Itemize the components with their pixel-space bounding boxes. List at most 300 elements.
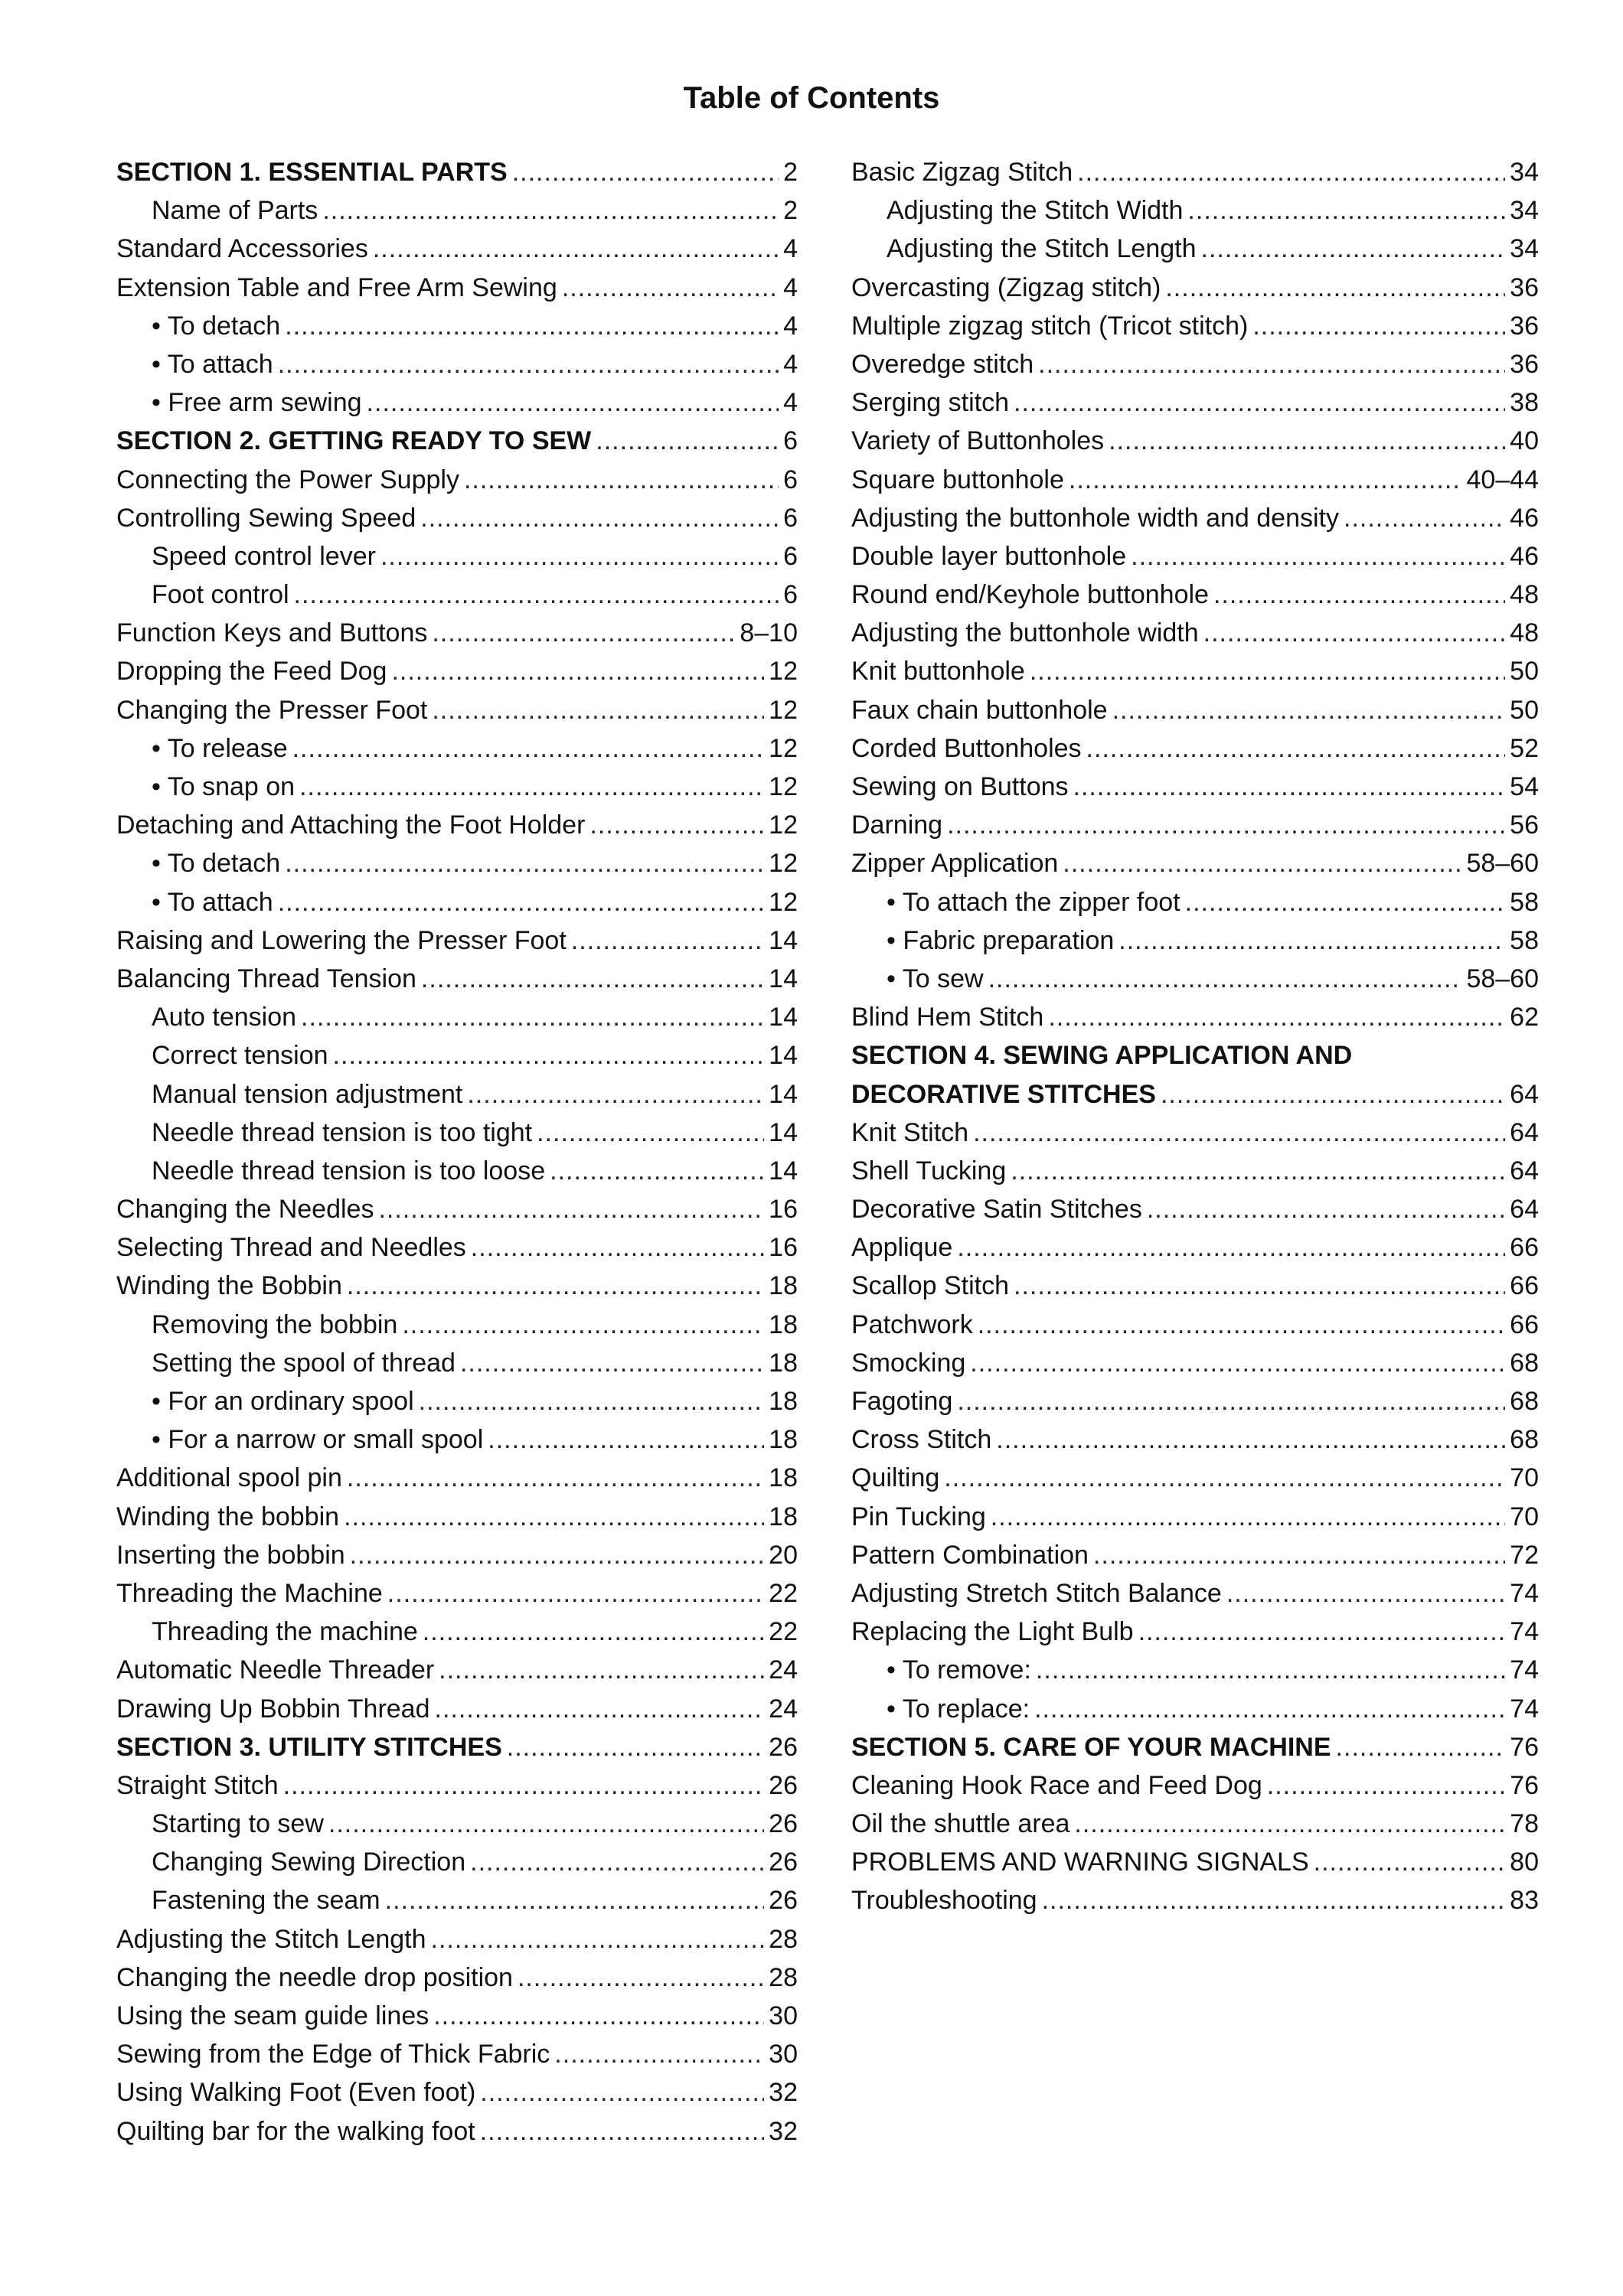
toc-entry	[116, 1498, 798, 1536]
dot-leader	[460, 1344, 764, 1382]
toc-entry-page: 70	[1510, 1463, 1539, 1493]
toc-entry-label: Using the seam guide lines	[116, 2001, 429, 2030]
toc-entry-label: Adjusting Stretch Stitch Balance	[851, 1578, 1222, 1608]
dot-leader	[432, 614, 735, 652]
toc-entry-label: Inserting the bobbin	[116, 1540, 345, 1570]
toc-entry-page: 4	[783, 349, 798, 379]
toc-entry-label: Faux chain buttonhole	[851, 695, 1108, 725]
toc-entry-label: Adjusting the buttonhole width	[851, 618, 1199, 648]
toc-entry-page: 74	[1510, 1617, 1539, 1647]
toc-entry-label: SECTION 5. CARE OF YOUR MACHINE	[851, 1732, 1331, 1762]
toc-entry-label: Winding the bobbin	[116, 1502, 340, 1531]
toc-entry-label: Pattern Combination	[851, 1540, 1089, 1570]
dot-leader	[1048, 998, 1505, 1036]
dot-leader	[1030, 652, 1505, 690]
toc-entry-page: 74	[1510, 1655, 1539, 1685]
toc-entry-page: 34	[1510, 234, 1539, 264]
toc-entry-page: 36	[1510, 311, 1539, 341]
toc-entry-label: • To release	[152, 733, 288, 763]
toc-entry	[116, 1420, 798, 1459]
toc-entry	[851, 230, 1539, 268]
dot-leader	[433, 1997, 764, 2035]
toc-entry	[116, 1613, 798, 1651]
toc-entry-label: Cross Stitch	[851, 1425, 992, 1455]
toc-entry	[851, 614, 1539, 652]
toc-entry	[116, 806, 798, 844]
dot-leader	[512, 153, 779, 191]
dot-leader	[285, 844, 764, 882]
toc-entry-label: Oil the shuttle area	[851, 1809, 1070, 1839]
toc-entry-page: 6	[783, 541, 798, 571]
toc-entry	[851, 806, 1539, 844]
toc-entry	[851, 307, 1539, 345]
toc-entry	[116, 1574, 798, 1613]
toc-entry	[116, 1920, 798, 1958]
toc-entry	[116, 1843, 798, 1881]
toc-entry-label: Additional spool pin	[116, 1463, 342, 1493]
toc-entry	[851, 269, 1539, 307]
toc-entry	[851, 1766, 1539, 1805]
dot-leader	[1086, 729, 1506, 768]
dot-leader	[488, 1420, 764, 1459]
toc-entry-label: Standard Accessories	[116, 234, 368, 264]
toc-entry-page: 74	[1510, 1694, 1539, 1724]
toc-entry-label: Multiple zigzag stitch (Tricot stitch)	[851, 311, 1249, 341]
dot-leader	[431, 1920, 765, 1958]
toc-entry	[851, 1036, 1539, 1075]
toc-entry-page: 58	[1510, 887, 1539, 917]
toc-entry-label: Knit Stitch	[851, 1117, 969, 1147]
toc-entry	[116, 1997, 798, 2035]
toc-entry	[116, 1881, 798, 1919]
dot-leader	[439, 1651, 764, 1689]
toc-entry-page: 40	[1510, 426, 1539, 456]
toc-entry	[116, 1190, 798, 1228]
toc-entry	[851, 1574, 1539, 1613]
toc-entry	[116, 921, 798, 960]
toc-entry-label: Selecting Thread and Needles	[116, 1233, 466, 1263]
dot-leader	[1034, 1690, 1505, 1728]
toc-entry-label: Dropping the Feed Dog	[116, 657, 387, 687]
toc-entry-label: Basic Zigzag Stitch	[851, 158, 1073, 187]
toc-entry	[851, 691, 1539, 729]
toc-entry	[116, 345, 798, 383]
toc-entry-page: 38	[1510, 388, 1539, 418]
toc-entry-page: 72	[1510, 1540, 1539, 1570]
toc-entry-label: Double layer buttonhole	[851, 541, 1127, 571]
toc-entry-page: 12	[769, 695, 798, 725]
toc-entry	[116, 1036, 798, 1075]
dot-leader	[1118, 921, 1505, 960]
toc-entry-page: 36	[1510, 349, 1539, 379]
dot-leader	[1077, 153, 1505, 191]
toc-entry-label: Corded Buttonholes	[851, 733, 1082, 763]
dot-leader	[1201, 230, 1506, 268]
toc-entry	[116, 614, 798, 652]
toc-entry-page: 83	[1510, 1886, 1539, 1916]
toc-entry-page: 14	[769, 1003, 798, 1032]
toc-entry-page: 14	[769, 925, 798, 955]
toc-entry-label: Round end/Keyhole buttonhole	[851, 580, 1209, 610]
toc-entry	[851, 1690, 1539, 1728]
dot-leader	[347, 1267, 764, 1305]
toc-entry-page: 58	[1510, 925, 1539, 955]
toc-entry	[116, 1382, 798, 1420]
toc-entry-page: 80	[1510, 1848, 1539, 1877]
toc-entry	[116, 652, 798, 690]
toc-entry-label: Automatic Needle Threader	[116, 1655, 435, 1685]
dot-leader	[1069, 461, 1462, 499]
toc-entry-page: 54	[1510, 772, 1539, 801]
toc-entry-page: 26	[769, 1809, 798, 1839]
toc-entry	[851, 883, 1539, 921]
toc-entry-label: Quilting bar for the walking foot	[116, 2116, 475, 2146]
toc-entry-page: 4	[783, 388, 798, 418]
dot-leader	[957, 1382, 1505, 1420]
toc-entry-label: Troubleshooting	[851, 1886, 1037, 1916]
toc-entry	[116, 576, 798, 614]
toc-entry-page: 12	[769, 810, 798, 840]
toc-entry	[851, 1881, 1539, 1919]
toc-entry-page: 66	[1510, 1271, 1539, 1301]
toc-entry-page: 32	[769, 2116, 798, 2146]
page-title: Table of Contents	[683, 81, 940, 115]
toc-entry-page: 22	[769, 1578, 798, 1608]
toc-entry-label: Variety of Buttonholes	[851, 426, 1105, 456]
dot-leader	[1161, 1075, 1505, 1114]
dot-leader	[1226, 1574, 1505, 1613]
dot-leader	[562, 269, 779, 307]
dot-leader	[973, 1114, 1505, 1152]
toc-entry	[116, 461, 798, 499]
toc-entry-page: 4	[783, 234, 798, 264]
toc-entry	[116, 768, 798, 806]
dot-leader	[1314, 1843, 1506, 1881]
dot-leader	[988, 960, 1462, 998]
toc-entry-label: Speed control lever	[152, 541, 376, 571]
dot-leader	[347, 1459, 764, 1497]
toc-entry-label: Pin Tucking	[851, 1502, 986, 1531]
toc-entry-page: 58–60	[1466, 964, 1539, 993]
toc-entry-page: 68	[1510, 1425, 1539, 1455]
toc-entry-label: • Fabric preparation	[887, 925, 1115, 955]
toc-entry-label: Shell Tucking	[851, 1156, 1007, 1186]
dot-leader	[507, 1728, 764, 1766]
toc-entry-label: Threading the machine	[152, 1617, 418, 1647]
dot-leader	[554, 2035, 764, 2073]
toc-entry-label: Controlling Sewing Speed	[116, 503, 416, 533]
dot-leader	[1131, 537, 1505, 576]
toc-entry	[851, 1382, 1539, 1420]
toc-entry-label: Connecting the Power Supply	[116, 465, 459, 494]
toc-entry-label: SECTION 3. UTILITY STITCHES	[116, 1732, 502, 1762]
toc-entry-page: 28	[769, 1924, 798, 1954]
toc-entry-page: 4	[783, 272, 798, 302]
dot-leader	[423, 1613, 764, 1651]
toc-entry-page: 18	[769, 1463, 798, 1493]
toc-entry-page: 4	[783, 311, 798, 341]
toc-entry-label: • To snap on	[152, 772, 296, 801]
toc-entry-page: 20	[769, 1540, 798, 1570]
toc-entry-label: • To replace:	[887, 1694, 1030, 1724]
toc-entry-label: Manual tension adjustment	[152, 1079, 463, 1109]
toc-entry-label: SECTION 4. SEWING APPLICATION AND	[851, 1041, 1353, 1071]
toc-entry-label: Winding the Bobbin	[116, 1271, 342, 1301]
toc-entry	[116, 1306, 798, 1344]
dot-leader	[278, 345, 779, 383]
toc-entry-label: Auto tension	[152, 1003, 297, 1032]
toc-entry	[851, 1190, 1539, 1228]
dot-leader	[292, 729, 765, 768]
dot-leader	[1213, 576, 1505, 614]
toc-entry-page: 46	[1510, 503, 1539, 533]
toc-entry-label: Changing the Needles	[116, 1195, 374, 1225]
dot-leader	[378, 1190, 764, 1228]
dot-leader	[283, 1766, 765, 1805]
dot-leader	[537, 1114, 764, 1152]
toc-entry-label: Adjusting the Stitch Width	[887, 196, 1184, 226]
toc-entry-page: 64	[1510, 1156, 1539, 1186]
toc-entry	[851, 1306, 1539, 1344]
dot-leader	[1109, 422, 1505, 460]
dot-leader	[350, 1536, 765, 1574]
toc-entry-label: Detaching and Attaching the Foot Holder	[116, 810, 586, 840]
toc-entry	[851, 499, 1539, 537]
dot-leader	[1073, 768, 1506, 806]
toc-entry-page: 36	[1510, 272, 1539, 302]
toc-entry	[116, 691, 798, 729]
toc-entry	[116, 537, 798, 576]
toc-entry	[116, 230, 798, 268]
dot-leader	[1014, 1267, 1505, 1305]
dot-leader	[419, 1382, 765, 1420]
toc-entry-label: • To remove:	[887, 1655, 1031, 1685]
toc-entry	[851, 461, 1539, 499]
dot-leader	[480, 2073, 764, 2112]
dot-leader	[1011, 1152, 1505, 1190]
toc-entry-label: Balancing Thread Tension	[116, 964, 416, 993]
dot-leader	[402, 1306, 764, 1344]
dot-leader	[947, 806, 1505, 844]
toc-entry-label: Using Walking Foot (Even foot)	[116, 2078, 476, 2108]
toc-entry	[851, 191, 1539, 230]
toc-entry-page: 66	[1510, 1233, 1539, 1263]
toc-entry	[851, 1651, 1539, 1689]
toc-entry-label: • To attach	[152, 887, 273, 917]
toc-entry	[851, 537, 1539, 576]
toc-entry-page: 28	[769, 1962, 798, 1992]
dot-leader	[957, 1228, 1505, 1267]
dot-leader	[391, 652, 764, 690]
toc-entry-page: 32	[769, 2078, 798, 2108]
toc-entry-label: Serging stitch	[851, 388, 1009, 418]
toc-entry	[116, 2073, 798, 2112]
toc-entry-page: 16	[769, 1195, 798, 1225]
dot-leader	[1203, 614, 1506, 652]
dot-leader	[480, 2112, 764, 2151]
dot-leader	[1063, 844, 1461, 882]
dot-leader	[470, 1843, 764, 1881]
toc-entry-label: • Free arm sewing	[152, 388, 362, 418]
toc-entry	[116, 1958, 798, 1997]
toc-entry-page: 14	[769, 1156, 798, 1186]
toc-entry	[116, 191, 798, 230]
toc-right-column	[851, 153, 1539, 1920]
dot-leader	[435, 1690, 765, 1728]
toc-entry-label: Darning	[851, 810, 943, 840]
toc-entry	[116, 1459, 798, 1497]
toc-entry-label: Function Keys and Buttons	[116, 618, 428, 648]
toc-entry	[851, 1459, 1539, 1497]
dot-leader	[1336, 1728, 1506, 1766]
toc-entry-page: 48	[1510, 580, 1539, 610]
toc-entry-label: Fastening the seam	[152, 1886, 380, 1916]
toc-entry-page: 16	[769, 1233, 798, 1263]
toc-entry-label: • To detach	[152, 311, 281, 341]
dot-leader	[387, 1574, 764, 1613]
toc-entry-page: 74	[1510, 1578, 1539, 1608]
toc-entry-label: Cleaning Hook Race and Feed Dog	[851, 1770, 1262, 1800]
dot-leader	[1038, 345, 1505, 383]
dot-leader	[978, 1306, 1505, 1344]
toc-entry-page: 18	[769, 1309, 798, 1339]
toc-entry-label: Adjusting the buttonhole width and density	[851, 503, 1340, 533]
toc-entry-page: 12	[769, 849, 798, 879]
toc-entry-page: 12	[769, 887, 798, 917]
toc-entry-page: 14	[769, 1117, 798, 1147]
toc-entry	[851, 768, 1539, 806]
toc-entry-page: 6	[783, 503, 798, 533]
toc-entry-page: 68	[1510, 1387, 1539, 1416]
toc-entry	[116, 153, 798, 191]
dot-leader	[328, 1805, 764, 1843]
toc-entry-page: 30	[769, 2001, 798, 2030]
toc-entry-label: Square buttonhole	[851, 465, 1064, 494]
toc-entry-label: Sewing on Buttons	[851, 772, 1069, 801]
toc-entry	[851, 1805, 1539, 1843]
toc-entry-label: • To detach	[152, 849, 281, 879]
toc-entry-label: • To attach the zipper foot	[887, 887, 1181, 917]
toc-entry-page: 46	[1510, 541, 1539, 571]
toc-entry	[851, 1843, 1539, 1881]
toc-entry-label: Name of Parts	[152, 196, 318, 226]
toc-entry	[851, 1075, 1539, 1114]
toc-entry-page: 18	[769, 1425, 798, 1455]
toc-entry-label: • For an ordinary spool	[152, 1387, 414, 1416]
toc-entry-page: 26	[769, 1886, 798, 1916]
toc-entry	[116, 1651, 798, 1689]
dot-leader	[467, 1075, 764, 1114]
toc-entry-label: SECTION 2. GETTING READY TO SEW	[116, 426, 592, 456]
dot-leader	[1036, 1651, 1505, 1689]
dot-leader	[991, 1498, 1505, 1536]
toc-entry-page: 68	[1510, 1348, 1539, 1378]
toc-entry-page: 64	[1510, 1117, 1539, 1147]
toc-entry	[116, 269, 798, 307]
toc-entry-page: 6	[783, 426, 798, 456]
dot-leader	[373, 230, 779, 268]
toc-entry-label: Decorative Satin Stitches	[851, 1195, 1142, 1225]
toc-entry	[851, 1613, 1539, 1651]
toc-entry-label: Sewing from the Edge of Thick Fabric	[116, 2040, 550, 2069]
toc-entry-page: 58–60	[1466, 849, 1539, 879]
toc-entry	[851, 652, 1539, 690]
toc-entry	[851, 1267, 1539, 1305]
toc-entry-page: 24	[769, 1694, 798, 1724]
dot-leader	[299, 768, 764, 806]
toc-entry-page: 64	[1510, 1195, 1539, 1225]
toc-entry-page: 26	[769, 1848, 798, 1877]
toc-entry-page: 18	[769, 1348, 798, 1378]
toc-entry-label: Applique	[851, 1233, 953, 1263]
toc-entry-page: 26	[769, 1732, 798, 1762]
toc-entry	[116, 844, 798, 882]
toc-entry-page: 18	[769, 1387, 798, 1416]
dot-leader	[285, 307, 779, 345]
dot-leader	[1074, 1805, 1505, 1843]
toc-entry-label: Drawing Up Bobbin Thread	[116, 1694, 430, 1724]
toc-entry-page: 40–44	[1466, 465, 1539, 494]
toc-entry	[851, 1728, 1539, 1766]
toc-entry-label: Adjusting the Stitch Length	[116, 1924, 426, 1954]
dot-leader	[420, 499, 779, 537]
toc-entry	[116, 960, 798, 998]
toc-entry-label: PROBLEMS AND WARNING SIGNALS	[851, 1848, 1309, 1877]
toc-entry-label: Scallop Stitch	[851, 1271, 1009, 1301]
toc-entry	[116, 998, 798, 1036]
toc-entry	[851, 345, 1539, 383]
dot-leader	[996, 1420, 1505, 1459]
toc-entry	[116, 1075, 798, 1114]
toc-entry-page: 18	[769, 1502, 798, 1531]
toc-entry	[851, 729, 1539, 768]
toc-entry	[116, 729, 798, 768]
toc-entry-page: 2	[783, 158, 798, 187]
toc-entry-page: 14	[769, 1079, 798, 1109]
toc-entry	[851, 1498, 1539, 1536]
dot-leader	[471, 1228, 764, 1267]
toc-entry-label: • To attach	[152, 349, 273, 379]
toc-entry	[116, 422, 798, 460]
dot-leader	[944, 1459, 1505, 1497]
toc-entry-page: 6	[783, 580, 798, 610]
toc-entry-page: 18	[769, 1271, 798, 1301]
dot-leader	[571, 921, 764, 960]
toc-entry	[851, 844, 1539, 882]
toc-entry-page: 12	[769, 772, 798, 801]
toc-entry-page: 14	[769, 964, 798, 993]
toc-entry-page: 52	[1510, 733, 1539, 763]
toc-entry-page: 76	[1510, 1770, 1539, 1800]
dot-leader	[421, 960, 764, 998]
dot-leader	[589, 806, 764, 844]
toc-entry-label: Raising and Lowering the Presser Foot	[116, 925, 567, 955]
dot-leader	[367, 383, 779, 422]
toc-entry-page: 50	[1510, 657, 1539, 687]
toc-entry	[116, 1344, 798, 1382]
toc-entry	[851, 422, 1539, 460]
toc-entry	[851, 153, 1539, 191]
toc-entry-label: Setting the spool of thread	[152, 1348, 456, 1378]
toc-entry-page: 50	[1510, 695, 1539, 725]
toc-entry-label: Patchwork	[851, 1309, 973, 1339]
toc-entry-label: Overcasting (Zigzag stitch)	[851, 272, 1161, 302]
toc-entry	[116, 1114, 798, 1152]
toc-entry-page: 76	[1510, 1732, 1539, 1762]
toc-entry-page: 64	[1510, 1079, 1539, 1109]
toc-entry-page: 8–10	[740, 618, 798, 648]
toc-entry-label: Removing the bobbin	[152, 1309, 398, 1339]
